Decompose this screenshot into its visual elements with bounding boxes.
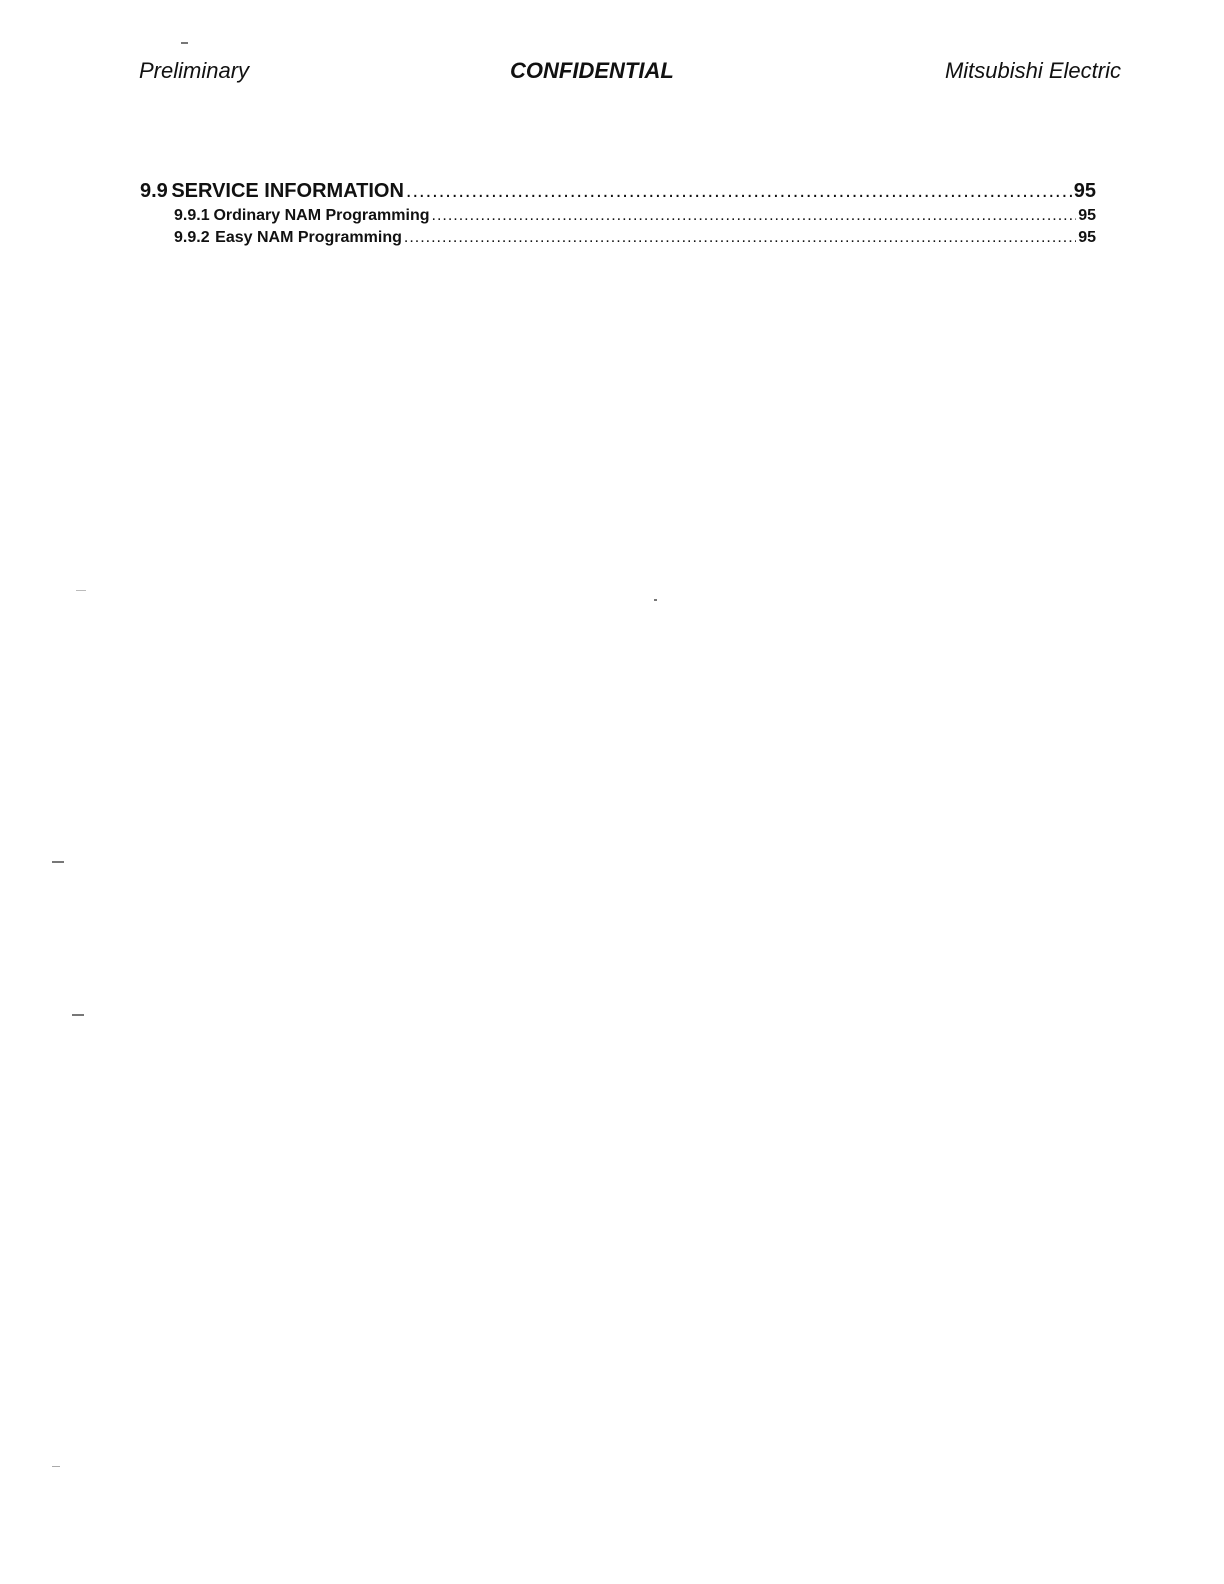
toc-entry-number: 9.9.2 (174, 229, 210, 246)
toc-entry-title: Ordinary NAM Programming (213, 207, 430, 224)
toc-entry-title: SERVICE INFORMATION (171, 180, 404, 202)
scan-speck (52, 1466, 60, 1467)
page-header (0, 58, 1224, 88)
toc-leader-dots (406, 180, 1072, 203)
scan-speck (72, 1014, 84, 1016)
header-confidential: CONFIDENTIAL (510, 58, 674, 83)
toc-entry-title: Easy NAM Programming (215, 229, 402, 246)
scan-speck (181, 42, 188, 44)
toc-leader-dots (404, 229, 1076, 247)
scan-speck (654, 599, 657, 601)
toc-entry-page: 95 (1078, 229, 1096, 246)
toc-leader-dots (432, 207, 1077, 225)
header-company: Mitsubishi Electric (944, 58, 1121, 83)
toc-entry-page: 95 (1073, 180, 1096, 202)
toc-entry-9-9-2[interactable] (140, 229, 1096, 251)
toc-entry-page: 95 (1078, 207, 1096, 224)
scan-speck (52, 861, 64, 863)
toc-entry-9-9[interactable] (140, 180, 1096, 207)
toc-entry-number: 9.9.1 (174, 207, 210, 224)
toc-entry-number: 9.9 (140, 180, 168, 202)
toc-entry-9-9-1[interactable] (140, 207, 1096, 229)
scan-speck (76, 590, 86, 591)
header-preliminary: Preliminary (139, 58, 250, 83)
table-of-contents (140, 180, 1096, 251)
